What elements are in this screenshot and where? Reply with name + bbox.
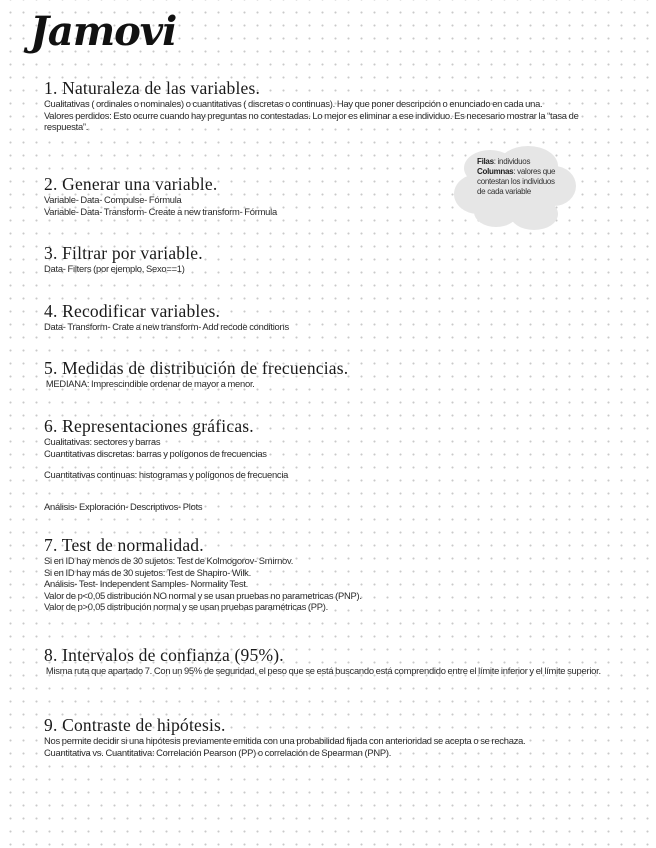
section-1-line-1: Cualitativas ( ordinales o nominales) o cuantitativas ( discretas o continuas). Hay que poner descripción o enunciado en cada una. bbox=[44, 98, 543, 109]
section-6 bbox=[44, 416, 624, 512]
section-9-line-1: Nos permite decidir si una hipótesis previamente emitida con una probabilidad fijada con anterioridad se acepta o se rechaza. bbox=[44, 735, 526, 746]
section-2-line-1: Variable- Data- Compulse- Fórmula bbox=[44, 194, 182, 205]
section-5 bbox=[44, 358, 624, 390]
section-6-line-2: Cuantitativas discretas: barras y polígonos de frecuencias bbox=[44, 447, 267, 459]
section-9-line-2: Cuantitativa vs. Cuantitativa: Correlación Pearson (PP) o correlación de Spearman (PNP). bbox=[44, 746, 392, 758]
section-7-line-5: Valor de p>0,05 distribución normal y se usan pruebas paramétricas (PP). bbox=[44, 601, 329, 612]
note-text bbox=[477, 157, 559, 197]
note-filas-label: Filas bbox=[477, 157, 494, 166]
section-7-line-2: Si en ID hay más de 30 sujetos: Test de Shapiro- Wilk. bbox=[44, 566, 251, 578]
note-columnas-label: Columnas bbox=[477, 167, 514, 176]
section-7-line-1: Si en ID hay menos de 30 sujetos: Test de Kolmogorov- Smirnov. bbox=[44, 555, 294, 566]
section-4 bbox=[44, 301, 624, 333]
section-9 bbox=[44, 715, 624, 758]
section-8-line-1: Misma ruta que apartado 7. Con un 95% de seguridad, el peso que se está buscando está comprendido entre el límite inferior y el límite superior. bbox=[44, 665, 601, 676]
section-1-line-2: Valores perdidos: Esto ocurre cuando hay preguntas no contestadas. Lo mejor es eliminar a ese individuo. Es necesario mostrar la “tasa de respuesta”. bbox=[44, 109, 579, 132]
page-title: Jamovi bbox=[30, 8, 177, 55]
section-4-line-1: Data- Transform- Crate a new transform- Add recode conditions bbox=[44, 321, 289, 332]
note-cloud bbox=[450, 140, 580, 235]
section-6-line-1: Cualitativas: sectores y barras bbox=[44, 436, 161, 447]
note-columnas-text: : valores que contestan los individuos de cada variable bbox=[477, 167, 556, 196]
note-filas-text: : individuos bbox=[493, 157, 531, 166]
section-3-line-1: Data- Filters (por ejemplo, Sexo==1) bbox=[44, 263, 185, 274]
section-8-heading: 8. Intervalos de confianza (95%). bbox=[44, 645, 284, 665]
section-5-line-1: MEDIANA: Imprescindible ordenar de mayor a menor. bbox=[44, 378, 255, 389]
section-2-heading: 2. Generar una variable. bbox=[44, 174, 218, 194]
section-6-line-4: Análisis- Exploración- Descriptivos- Plots bbox=[44, 500, 203, 512]
section-9-heading: 9. Contraste de hipótesis. bbox=[44, 715, 226, 735]
section-3-heading: 3. Filtrar por variable. bbox=[44, 243, 203, 263]
section-8 bbox=[44, 645, 624, 677]
section-1 bbox=[44, 78, 624, 133]
section-1-heading: 1. Naturaleza de las variables. bbox=[44, 78, 261, 98]
section-7-line-3: Análisis- Test- Independent Samples- Normality Test. bbox=[44, 578, 249, 589]
section-6-line-3: Cuantitativas continuas: histogramas y polígonos de frecuencia bbox=[44, 469, 289, 480]
section-6-heading: 6. Representaciones gráficas. bbox=[44, 416, 254, 436]
section-7-heading: 7. Test de normalidad. bbox=[44, 535, 204, 555]
section-7 bbox=[44, 535, 624, 613]
section-7-line-4: Valor de p<0,05 distribución NO normal y se usan pruebas no parametricas (PNP). bbox=[44, 589, 362, 601]
section-2-line-2: Variable- Data- Transform- Create a new transform- Fórmula bbox=[44, 205, 277, 217]
section-4-heading: 4. Recodificar variables. bbox=[44, 301, 221, 321]
section-5-heading: 5. Medidas de distribución de frecuencias. bbox=[44, 358, 349, 378]
section-3 bbox=[44, 243, 624, 275]
